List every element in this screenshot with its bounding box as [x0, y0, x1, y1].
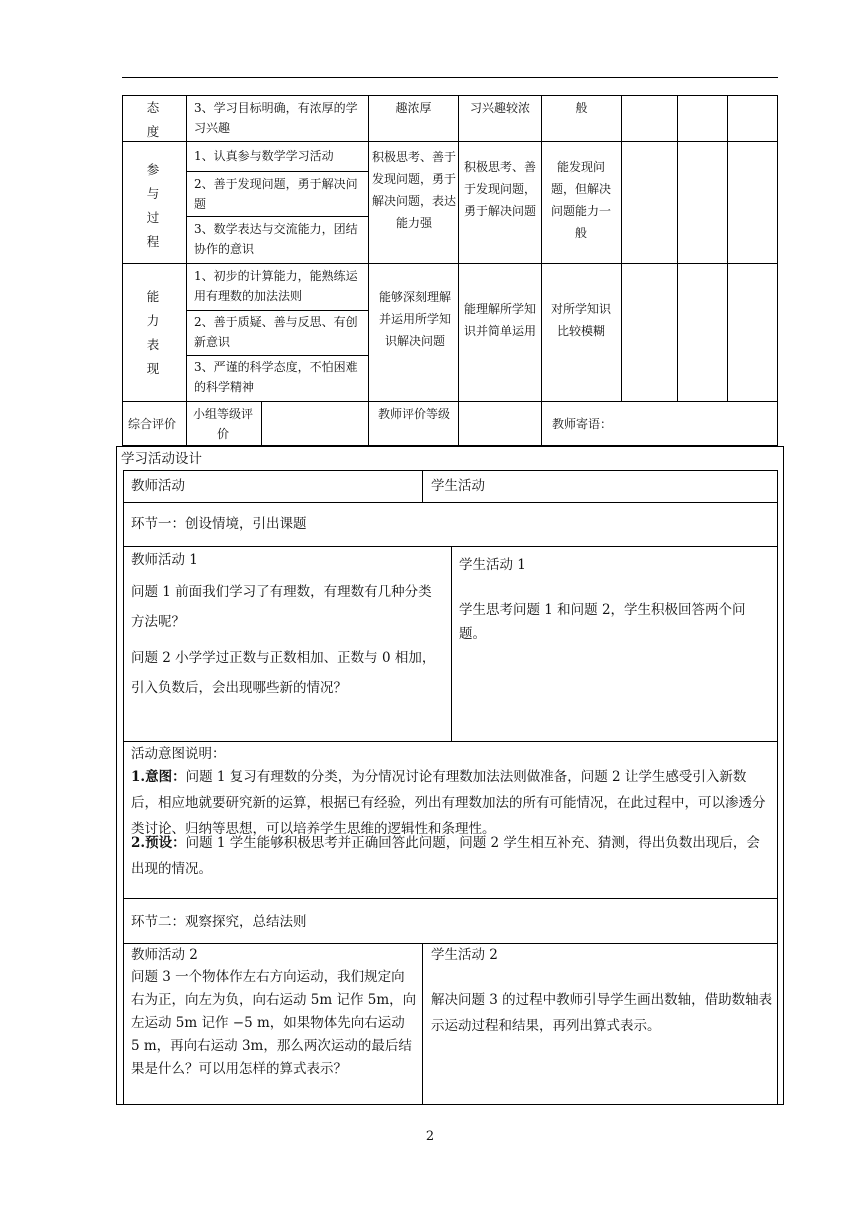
attitude-fair: 般	[575, 101, 588, 115]
ability-item-3: 3、严谨的科学态度，不怕困难的科学精神	[194, 360, 358, 394]
ability-item-1: 1、初步的计算能力，能熟练运用有理数的加法法则	[194, 269, 358, 303]
teacher-rating-label: 教师评价等级	[377, 407, 450, 421]
col-student-header: 学生活动	[431, 478, 485, 494]
attitude-good: 习兴趣较浓	[469, 101, 530, 115]
teacher-message-label: 教师寄语：	[552, 417, 613, 431]
header-rule	[122, 77, 778, 78]
teacher-activity-1-q2: 问题 2 小学学过正数与正数相加、正数与 0 相加，引入负数后，会出现哪些新的情况？	[131, 650, 436, 696]
ability-good: 能理解所学知识并简单运用	[464, 302, 537, 338]
page-number: 2	[425, 1129, 435, 1144]
student-activity-1-title: 学生活动 1	[459, 557, 526, 573]
category-participation: 参与过程	[146, 162, 160, 249]
teacher-activity-2-title: 教师活动 2	[131, 947, 198, 963]
participation-item-2: 2、善于发现问题，勇于解决问题	[194, 177, 358, 211]
attitude-item-3: 3、学习目标明确，有浓厚的学习兴趣	[194, 101, 358, 135]
col-teacher-header: 教师活动	[131, 478, 185, 494]
student-activity-1-text: 学生思考问题 1 和问题 2，学生积极回答两个问题。	[459, 602, 746, 642]
teacher-activity-2-q3: 问题 3 一个物体作左右方向运动，我们规定向右为正，向左为负，向右运动 5m 记作 5m，向左运动 5m 记作 −5 m，如果物体先向右运动 5 m，再向右运动 3m，那么两次运动的最后结果是什么？可以用怎样的算式表示？	[131, 969, 417, 1077]
section-title: 学习活动设计	[121, 451, 202, 467]
participation-fair: 能发现问题，但解决问题能力一般	[550, 160, 611, 240]
ability-fair: 对所学知识比较模糊	[550, 302, 611, 338]
category-ability: 能力表现	[146, 289, 160, 376]
student-activity-2-title: 学生活动 2	[431, 947, 498, 963]
stage-2-title: 环节二：观察探究，总结法则	[131, 914, 307, 930]
participation-item-1: 1、认真参与数学学习活动	[194, 149, 334, 163]
attitude-excellent: 趣浓厚	[395, 101, 432, 115]
summary-label: 综合评价	[128, 417, 177, 431]
category-attitude: 态度	[146, 100, 160, 139]
student-activity-2-text: 解决问题 3 的过程中教师引导学生画出数轴，借助数轴表示运动过程和结果，再列出算式表示。	[431, 992, 773, 1034]
group-rating-label: 小组等级评价	[192, 407, 253, 441]
participation-item-3: 3、数学表达与交流能力，团结协作的意识	[194, 222, 358, 256]
intent-title: 活动意图说明：	[131, 746, 226, 762]
intent-paragraph-1: 1.意图：问题 1 复习有理数的分类，为分情况讨论有理数加法法则做准备，问题 2 让学生感受引入新数后，相应地就要研究新的运算，根据已有经验，列出有理数加法的所有可能情况，在此过程中，可以渗透分类讨论、归纳等思想，可以培养学生思维的逻辑性和条理性。	[131, 769, 766, 837]
ability-excellent: 能够深刻理解并运用所学知识解决问题	[378, 290, 451, 348]
intent-paragraph-2: 2.预设：问题 1 学生能够积极思考并正确回答此问题，问题 2 学生相互补充、猜测，得出负数出现后，会出现的情况。	[131, 835, 760, 877]
ability-item-2: 2、善于质疑、善与反思、有创新意识	[194, 315, 358, 349]
stage-1-title: 环节一：创设情境，引出课题	[131, 516, 307, 532]
teacher-activity-1-q1: 问题 1 前面我们学习了有理数，有理数有几种分类方法呢？	[131, 584, 432, 630]
teacher-activity-1-title: 教师活动 1	[131, 552, 198, 568]
participation-excellent: 积极思考、善于发现问题，勇于解决问题，表达能力强	[372, 150, 457, 230]
participation-good: 积极思考、善于发现问题，勇于解决问题	[463, 160, 536, 218]
